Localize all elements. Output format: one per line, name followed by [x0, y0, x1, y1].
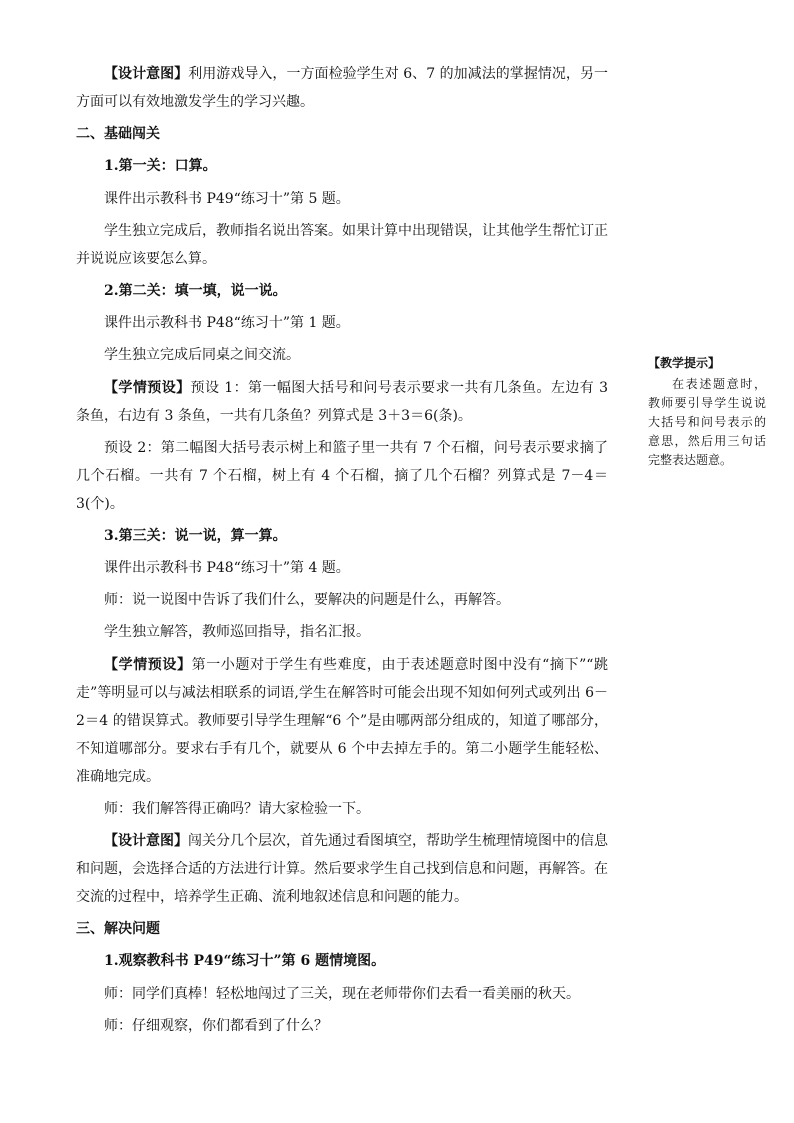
design-intent-text-2: 闯关分几个层次，首先通过看图填空，帮助学生梳理情境图中的信息和问题，会选择合适的方法进行计算。然后要求学生自己找到信息和问题，再解答。在交流的过程中，培养学生正确、流利地叙述信息和问题的能力。	[76, 833, 608, 905]
design-intent-text: 利用游戏导入，一方面检验学生对 6、7 的加减法的掌握情况，另一方面可以有效地激发学生的学习兴趣。	[76, 66, 608, 110]
teaching-tip-title: 【教学提示】	[648, 356, 721, 370]
learning-preset-text: 预设 1：第一幅图大括号和问号表示要求一共有几条鱼。左边有 3 条鱼，右边有 3 条鱼，一共有几条鱼？列算式是 3＋3＝6(条)。	[76, 379, 608, 424]
paragraph-independent-solving: 学生独立解答，教师巡回指导，指名汇报。	[104, 624, 370, 641]
learning-preset-text-2: 第一小题对于学生有些难度，由于表述题意时图中没有“摘下”“跳走”等明显可以与减法相联系的词语,学生在解答时可能会出现不知如何列式或列出 6－2＝4 的错误算式。教师要引导学生理解“6 个”是由哪两部分组成的，知道了哪部分，不知道哪部分。要求右手有几个，就要从 6 个中去掉左手的。第二小题学生能轻松、准确地完成。	[76, 656, 608, 785]
level-1-heading: 1.第一关：口算。	[104, 158, 217, 175]
paragraph-teacher-prompt: 师：说一说图中告诉了我们什么，要解决的问题是什么，再解答。	[104, 592, 510, 609]
paragraph-teacher-check: 师：我们解答得正确吗？请大家检验一下。	[104, 800, 370, 817]
teaching-tip-sidebar	[648, 354, 766, 470]
level-2-heading: 2.第二关：填一填，说一说。	[104, 282, 287, 299]
paragraph-design-intent-1	[76, 60, 608, 116]
paragraph-peer-exchange: 学生独立完成后同桌之间交流。	[104, 347, 300, 364]
design-intent-tag: 【设计意图】	[104, 66, 189, 82]
paragraph-design-intent-2	[76, 827, 608, 911]
paragraph-courseware-p48-q4: 课件出示教科书 P48“练习十”第 4 题。	[104, 560, 350, 577]
learning-preset-tag-2: 【学情预设】	[104, 656, 192, 673]
paragraph-learning-preset-2	[76, 651, 608, 791]
paragraph-preset-2: 预设 2：第二幅图大括号表示树上和篮子里一共有 7 个石榴，问号表示要求摘了几个石榴。一共有 7 个石榴，树上有 4 个石榴，摘了几个石榴？列算式是 7－4＝3(个)。	[76, 439, 608, 512]
observe-heading: 1.观察教科书 P49“练习十”第 6 题情境图。	[104, 953, 386, 970]
section-heading-basic-levels: 二、基础闯关	[76, 126, 160, 143]
paragraph-courseware-p49: 课件出示教科书 P49“练习十”第 5 题。	[104, 190, 350, 207]
main-column	[76, 60, 608, 1044]
level-3-heading: 3.第三关：说一说，算一算。	[104, 527, 287, 544]
learning-preset-tag: 【学情预设】	[104, 379, 191, 396]
paragraph-teacher-praise: 师：同学们真棒！轻松地闯过了三关，现在老师带你们去看一看美丽的秋天。	[104, 985, 580, 1002]
paragraph-teacher-observe: 师：仔细观察，你们都看到了什么？	[104, 1017, 328, 1034]
teaching-tip-body: 在表述题意时，教师要引导学生说说大括号和问号表示的意思，然后用三句话完整表达题意。	[648, 377, 766, 467]
paragraph-courseware-p48-q1: 课件出示教科书 P48“练习十”第 1 题。	[104, 315, 350, 332]
design-intent-tag-2: 【设计意图】	[104, 833, 188, 849]
paragraph-learning-preset-1	[76, 374, 608, 430]
section-heading-solve-problems: 三、解决问题	[76, 921, 160, 938]
paragraph-independent-completion: 学生独立完成后，教师指名说出答案。如果计算中出现错误，让其他学生帮忙订正并说说应该要怎么算。	[76, 222, 608, 267]
